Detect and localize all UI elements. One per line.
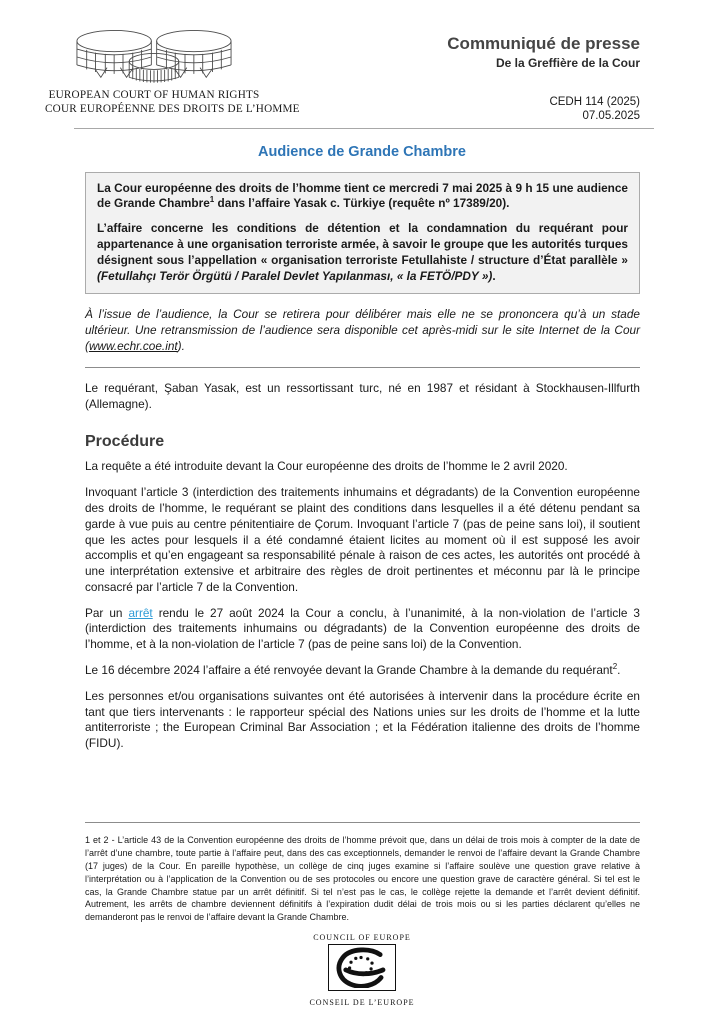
hearing-note-paragraph: [85, 307, 640, 354]
summary-p2-end: .: [492, 268, 496, 283]
summary-p2-text: L’affaire concerne les conditions de détention et la condamnation du requérant pour appartenance à une organisation terroriste armée, à savoir le groupe que les autorités turques désignent sous l’appellation « organisation terroriste Fetullahiste / structure d’État parallèle »: [97, 221, 628, 267]
logo-caption-fr: COUR EUROPÉENNE DES DROITS DE L’HOMME: [45, 103, 300, 115]
summary-box: [85, 172, 640, 295]
council-caption-fr: CONSEIL DE L’EUROPE: [309, 998, 415, 1008]
footnote-body: L’article 43 de la Convention européenne des droits de l’homme prévoit que, dans un délai de trois mois à compter de la date de l’arrêt d’une chambre, toute partie à l’affaire peut, dans des cas exceptionnels, demander le renvoi de l’affaire devant la Grande Chambre (17 juges) de la Cour. En pareille hypothèse, un collège de cinq juges examine si l’affaire soulève une question grave relative à l’interprétation ou à l’application de la Convention ou de ses protocoles ou encore une question grave de caractère général. Si tel est le cas, la Grande Chambre statue par un arrêt définitif. Si tel n’est pas le cas, le collège rejette la demande et l’arrêt devient définitif. Autrement, les arrêts de chambre deviennent définitifs à l’expiration dudit délai de trois mois ou si les parties déclarent qu’elles ne demanderont pas le renvoi de l’affaire devant la Grande Chambre.: [85, 835, 640, 923]
procedure-paragraph-4: [85, 663, 640, 679]
summary-paragraph-1: [97, 181, 628, 213]
procedure-paragraph-1: La requête a été introduite devant la Cour européenne des droits de l’homme le 2 avril 2020.: [85, 459, 568, 474]
summary-p1-text: La Cour européenne des droits de l’homme tient ce mercredi 7 mai 2025 à 9 h 15 une audience de Grande Chambre: [97, 180, 628, 211]
document-reference: CEDH 114 (2025): [549, 95, 640, 108]
section-divider: [85, 367, 640, 368]
procedure-paragraph-2: Invoquant l’article 3 (interdiction des traitements inhumains et dégradants) de la Convention européenne des droits de l’homme, le requérant se plaint des conditions dans lesquelles il a été détenu pendant sa garde à vue puis au centre pénitentiaire de Çorum. Invoquant l’article 7 (pas de peine sans loi), il soutient que les actes pour lesquels il a été condamné étaient licites au moment où il est supposé les avoir accomplis et qu’en engageant sa responsabilité pénale à raison de ces actes, les autorités ont procédé à une interprétation extensive et arbitraire des règles de droit pertinentes et méconnu par là le principe consacré par l’article 7 de la Convention.: [85, 485, 640, 594]
header-right-block: [447, 26, 640, 122]
judgment-text-before: Par un: [85, 605, 129, 620]
footnote-ref-2: 2: [612, 662, 618, 672]
council-e-icon: [331, 946, 393, 988]
applicant-paragraph: Le requérant, Şaban Yasak, est un ressortissant turc, né en 1987 et résidant à Stockhausen-Illfurth (Allemagne).: [85, 380, 640, 411]
echr-logo-block: [45, 26, 300, 122]
procedure-heading: Procédure: [85, 433, 165, 451]
referral-text-end: .: [617, 663, 621, 678]
footnote-text: [85, 834, 640, 924]
page-title: Audience de Grande Chambre: [258, 143, 466, 160]
procedure-paragraph-3: [85, 606, 640, 653]
hearing-note-text: À l’issue de l’audience, la Cour se retirera pour délibérer mais elle ne se prononcera qu’à un stade ultérieur. Une retransmission de l’audience sera disponible cet après-midi sur le site Internet de la Cour (: [85, 307, 640, 353]
document-date: 07.05.2025: [582, 109, 640, 122]
referral-text: Le 16 décembre 2024 l’affaire a été renvoyée devant la Grande Chambre à la demande du requérant: [85, 663, 613, 678]
summary-paragraph-2: [97, 221, 628, 284]
echr-building-icon: [61, 26, 247, 88]
registrar-label: De la Greffière de la Cour: [495, 55, 640, 70]
echr-website-link[interactable]: www.echr.coe.int: [88, 338, 178, 353]
footnote-markers: 1 et 2 -: [85, 835, 118, 846]
summary-p2-italic: (Fetullahçı Terör Örgütü / Paralel Devlet Yapılanması, « la FETÖ/PDY »): [97, 268, 493, 283]
document-body: [0, 172, 724, 925]
council-caption-en: COUNCIL OF EUROPE: [313, 933, 411, 943]
council-of-europe-footer: [0, 933, 724, 1007]
council-of-europe-logo: [328, 944, 396, 991]
header-rule: [74, 128, 654, 129]
footnote-separator: [85, 822, 640, 823]
hearing-note-end: ).: [177, 338, 185, 353]
footnote-ref-1: 1: [209, 195, 215, 205]
document-header: [0, 0, 724, 122]
press-release-label: Communiqué de presse: [447, 34, 640, 53]
judgment-link[interactable]: arrêt: [128, 605, 153, 620]
logo-caption-en: EUROPEAN COURT OF HUMAN RIGHTS: [48, 89, 260, 101]
procedure-paragraph-5: Les personnes et/ou organisations suivantes ont été autorisées à intervenir dans la procédure écrite en tant que tiers intervenants : le rapporteur spécial des Nations unies sur les droits de l’homme et la lutte antiterroriste ; the European Criminal Bar Association ; et la Fédération italienne des droits de l’homme (FIDU).: [85, 688, 640, 751]
summary-p1-text-cont: dans l’affaire Yasak c. Türkiye (requête nº 17389/20).: [214, 196, 510, 211]
judgment-text-after: rendu le 27 août 2024 la Cour a conclu, à l’unanimité, à la non-violation de l’article 3 (interdiction des traitements inhumains ou dégradants) de la Convention européenne des droits de l’homme, et à la non-violation de l’article 7 (pas de peine sans loi) de la Convention.: [85, 605, 640, 652]
